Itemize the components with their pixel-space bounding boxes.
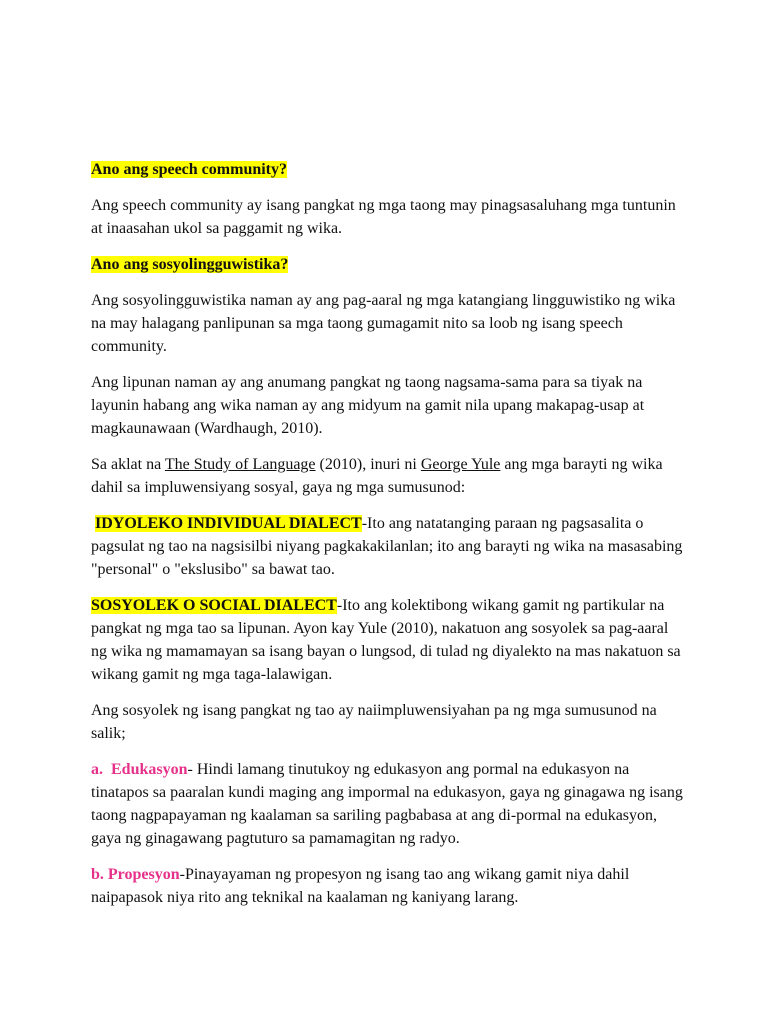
p4-pre: Sa aklat na xyxy=(91,456,165,473)
question-heading-2 xyxy=(91,253,683,276)
sosyolek-term: SOSYOLEK O SOCIAL DIALECT xyxy=(91,597,337,614)
highlighted-question-1: Ano ang speech community? xyxy=(91,161,288,178)
paragraph-salik: Ang sosyolek ng isang pangkat ng tao ay naiimpluwensiyahan pa ng mga sumusunod na salik; xyxy=(91,702,657,742)
paragraph-sosyolek xyxy=(91,594,683,686)
idyolek-term: IDYOLEKO INDIVIDUAL DIALECT xyxy=(95,515,362,532)
paragraph-sosyolingguwistika: Ang sosyolingguwistika naman ay ang pag-aaral ng mga katangiang lingguwistiko ng wika na may halagang panlipunan sa mga taong gumagamit nito sa loob ng isang speech community. xyxy=(91,292,676,355)
sosyolek-text: -Ito ang kolektibong wikang gamit ng partikular na pangkat ng mga tao sa lipunan. Ayon kay Yule (2010), nakatuon ang sosyolek sa pag-aaral ng wika ng mamamayan sa isang bayan o lungsod, di tulad ng diyalekto na mas nakatuon sa wikang gamit ng mga taga-lalawigan. xyxy=(91,597,681,683)
document-body xyxy=(91,158,683,922)
p4-post: ang mga barayti ng wika dahil sa impluwensiyang sosyal, gaya ng mga sumusunod: xyxy=(91,456,663,496)
highlighted-question-2: Ano ang sosyolingguwistika? xyxy=(91,256,289,273)
paragraph-lipunan: Ang lipunan naman ay ang anumang pangkat ng taong nagsama-sama para sa tiyak na layunin habang ang wika naman ay ang midyum na gamit nila upang makapag-usap at magkaunawaan (Wardhaugh, 2010). xyxy=(91,374,645,437)
author-name: George Yule xyxy=(420,456,501,473)
paragraph-study-of-language xyxy=(91,453,683,499)
p4-mid: (2010), inuri ni xyxy=(315,456,421,473)
list-item-propesyon xyxy=(91,863,683,909)
paragraph-idyolek xyxy=(91,512,683,581)
propesyon-label: b. Propesyon xyxy=(91,866,180,883)
edukasyon-label: a. Edukasyon xyxy=(91,761,188,778)
edukasyon-text: - Hindi lamang tinutukoy ng edukasyon ang pormal na edukasyon na tinatapos sa paaralan kundi maging ang impormal na edukasyon, gaya ng ginagawa ng isang taong nagpapayaman ng kaalaman sa sariling pagbabasa at ang di-pormal na edukasyon, gaya ng ginagawang pagtuturo sa pamamagitan ng radyo. xyxy=(91,761,683,847)
list-item-edukasyon xyxy=(91,758,683,850)
paragraph-speech-community: Ang speech community ay isang pangkat ng mga taong may pinagsasaluhang mga tuntunin at inaasahan ukol sa paggamit ng wika. xyxy=(91,197,676,237)
idyolek-text: -Ito ang natatanging paraan ng pagsasalita o pagsulat ng tao na nagsisilbi niyang pagkakakilanlan; ito ang barayti ng wika na masasabing "personal" o "ekslusibo" sa bawat tao. xyxy=(91,515,683,578)
book-title: The Study of Language xyxy=(164,456,316,473)
question-heading-1 xyxy=(91,158,683,181)
propesyon-text: -Pinayayaman ng propesyon ng isang tao ang wikang gamit niya dahil naipapasok niya rito ang teknikal na kaalaman ng kaniyang larang. xyxy=(91,866,630,906)
